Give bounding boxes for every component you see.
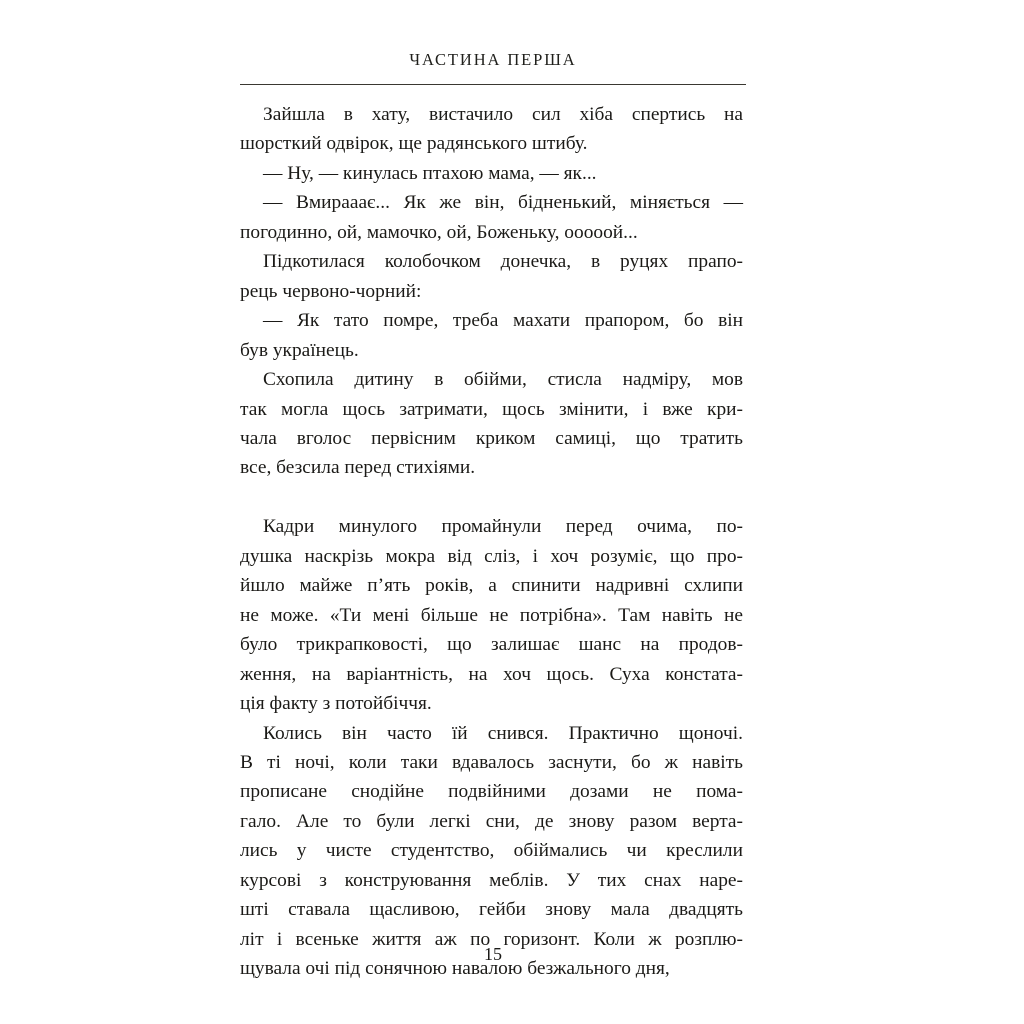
paragraph [240,306,743,365]
text-line: душка наскрізь мокра від сліз, і хоч розуміє, що про- [240,545,743,567]
paragraph-block-gap [240,483,743,512]
text-line: Підкотилася колобочком донечка, в руцях прапо- [263,251,743,273]
text-line: рець червоно-чорний: [240,280,422,302]
text-line: лись у чисте студентство, обіймались чи креслили [240,840,743,862]
text-line: літ і всеньке життя аж по горизонт. Коли ж розплю- [240,928,743,950]
text-line: так могла щось затримати, щось змінити, і вже кри- [240,398,743,420]
text-line: курсові з конструювання меблів. У тих снах наре- [240,869,743,891]
text-line: Схопила дитину в обійми, стисла надміру, мов [263,369,743,391]
text-line: щувала очі під сонячною навалою безжального дня, [240,958,670,980]
text-line: — Вмирааає... Як же він, бідненький, міняється — [263,192,743,214]
paragraph [240,159,743,188]
text-line: гало. Але то були легкі сни, де знову разом верта- [240,810,743,832]
text-line: ція факту з потойбіччя. [240,693,432,715]
text-line: не може. «Ти мені більше не потрібна». Там навіть не [240,604,743,626]
text-line: — Ну, — кинулась птахою мама, — як... [263,162,597,184]
text-line: шорсткий одвірок, ще радянського штибу. [240,133,588,155]
text-line: Кадри минулого промайнули перед очима, по- [263,516,743,538]
page-text-column [240,100,743,984]
running-head: ЧАСТИНА ПЕРША [409,50,577,69]
text-line: йшло майже п’ять років, а спинити надривні схлипи [240,575,743,597]
text-line: шті ставала щасливою, гейби знову мала двадцять [240,899,743,921]
text-line: Зайшла в хату, вистачило сил хіба спертись на [263,104,743,125]
text-line: — Як тато помре, треба махати прапором, бо він [263,310,743,332]
paragraph [240,365,743,483]
paragraph [240,512,743,718]
text-line: все, безсила перед стихіями. [240,457,476,479]
page-number: 15 [484,944,502,964]
text-block-two [240,512,743,983]
text-line: Колись він часто їй снився. Практично щоночі. [263,722,743,744]
text-block-one [240,100,743,483]
text-line: було трикрапковості, що залишає шанс на продов- [240,634,743,656]
text-line: погодинно, ой, мамочко, ой, Боженьку, ооооой... [240,221,638,243]
paragraph [240,100,743,159]
text-line: прописане снодійне подвійними дозами не пома- [240,781,743,803]
text-line: ження, на варіантність, на хоч щось. Суха констата- [240,663,743,685]
paragraph [240,247,743,306]
text-line: В ті ночі, коли таки вдавалось заснути, бо ж навіть [240,751,743,773]
header-divider-rule [240,84,746,85]
text-line: чала вголос первісним криком самиці, що тратить [240,427,743,449]
paragraph [240,188,743,247]
text-line: був українець. [240,339,359,361]
